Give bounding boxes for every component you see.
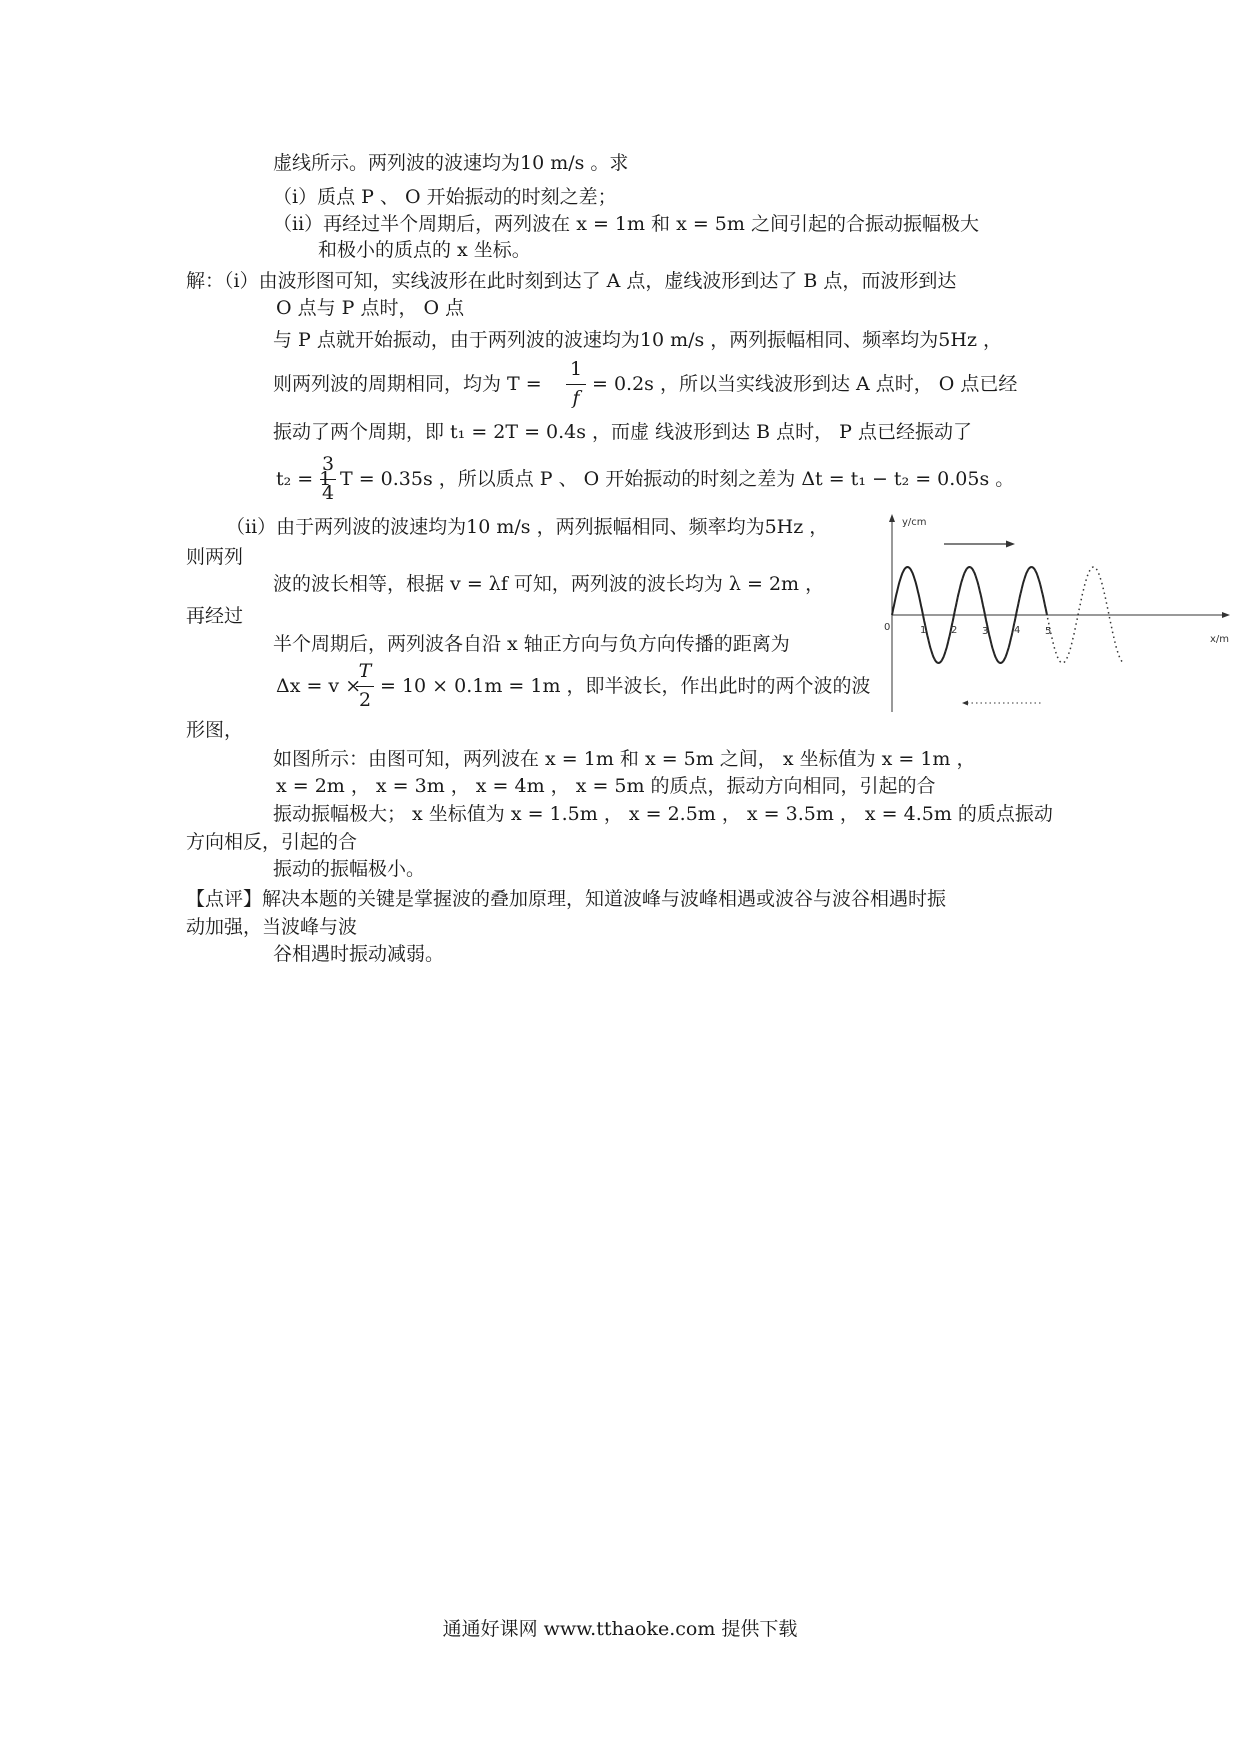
x-axis-arrow-icon	[1222, 612, 1230, 618]
solution-ii-line-5: 半个周期后，两列波各自沿 x 轴正方向与负方向传播的距离为	[273, 633, 790, 655]
comment-line-3: 谷相遇时振动减弱。	[273, 943, 445, 965]
solution-ii-line-4: 再经过	[186, 605, 244, 627]
solution-i-line-6b: T = 0.35s ，所以质点 P 、 O 开始振动的时刻之差为 Δt = t₁ − t₂ = 0.05s 。	[340, 468, 1015, 490]
solution-ii-line-3: 波的波长相等，根据 v = λf 可知，两列波的波长均为 λ = 2m ，	[273, 573, 825, 595]
problem-line-1: 虚线所示。两列波的波速均为10 m/s 。求	[273, 152, 629, 174]
solution-i-line-4a: 则两列波的周期相同，均为 T =	[273, 373, 542, 395]
conclusion-line-1: 如图所示：由图可知，两列波在 x = 1m 和 x = 5m 之间， x 坐标值为 x = 1m ，	[273, 748, 976, 770]
x-tick-2: 2	[951, 625, 958, 636]
problem-line-4: 和极小的质点的 x 坐标。	[318, 239, 531, 261]
y-axis-label: y/cm	[902, 517, 927, 528]
solution-ii-line-1: （ii）由于两列波的波速均为10 m/s ，两列振幅相同、频率均为5Hz ，	[226, 516, 829, 538]
solution-i-line-5: 振动了两个周期，即 t₁ = 2T = 0.4s ，而虚 线波形到达 B 点时， P 点已经振动了	[273, 421, 973, 443]
solution-ii-line-6b: = 10 × 0.1m = 1m ，即半波长，作出此时的两个波的波	[380, 675, 871, 697]
dotted-arrowhead-icon	[962, 701, 968, 706]
origin-label: 0	[884, 622, 891, 633]
frac-1-over-f-bar	[566, 384, 586, 385]
problem-line-3: （ii）再经过半个周期后，两列波在 x = 1m 和 x = 5m 之间引起的合振动振幅极大	[273, 213, 979, 235]
solution-ii-line-6a: Δx = v ×	[276, 675, 362, 697]
propagation-arrowhead-icon	[1006, 541, 1015, 548]
x-tick-4: 4	[1014, 625, 1021, 636]
frac-1-over-f-numerator: 1	[569, 358, 583, 380]
frac-3-over-4-bar	[320, 479, 336, 480]
conclusion-line-5: 振动的振幅极小。	[273, 858, 426, 880]
comment-line-1: 【点评】解决本题的关键是掌握波的叠加原理，知道波峰与波峰相遇或波谷与波谷相遇时振	[186, 888, 947, 910]
conclusion-line-4: 方向相反，引起的合	[186, 831, 358, 853]
problem-line-2: （i）质点 P 、 O 开始振动的时刻之差；	[273, 186, 617, 208]
solution-i-line-2: O 点与 P 点时， O 点	[276, 297, 465, 319]
x-tick-1: 1	[920, 625, 927, 636]
solution-i-line-6a: t₂ = 1	[276, 468, 332, 490]
frac-3-over-4-numerator: 3	[321, 453, 335, 475]
footer: 通通好课网 www.tthaoke.com 提供下载	[442, 1618, 798, 1640]
comment-line-2: 动加强，当波峰与波	[186, 916, 358, 938]
frac-3-over-4-denominator: 4	[321, 482, 335, 504]
solution-i-line-3: 与 P 点就开始振动，由于两列波的波速均为10 m/s ，两列振幅相同、频率均为5Hz ，	[273, 329, 1002, 351]
frac-1-over-f-denominator: f	[572, 387, 580, 409]
conclusion-line-2: x = 2m ， x = 3m ， x = 4m ， x = 5m 的质点，振动方向相同，引起的合	[276, 775, 936, 797]
solution-i-line-1: 解：（i）由波形图可知，实线波形在此时刻到达了 A 点，虚线波形到达了 B 点，而波形到达	[186, 270, 957, 292]
y-axis-arrow-icon	[889, 514, 895, 522]
solution-i-line-4b: = 0.2s ，所以当实线波形到达 A 点时， O 点已经	[592, 373, 1018, 395]
conclusion-line-3: 振动振幅极大； x 坐标值为 x = 1.5m ， x = 2.5m ， x = 3.5m ， x = 4.5m 的质点振动	[273, 803, 1053, 825]
wave-figure	[882, 512, 1240, 716]
solution-ii-line-7: 形图，	[186, 719, 244, 741]
frac-t-over-2-numerator: T	[358, 660, 372, 682]
frac-t-over-2-denominator: 2	[358, 689, 372, 711]
solution-ii-line-2: 则两列	[186, 546, 244, 568]
x-tick-3: 3	[982, 626, 989, 637]
x-axis-label: x/m	[1210, 634, 1230, 645]
x-tick-5: 5	[1045, 626, 1052, 637]
frac-t-over-2-bar	[356, 686, 374, 687]
